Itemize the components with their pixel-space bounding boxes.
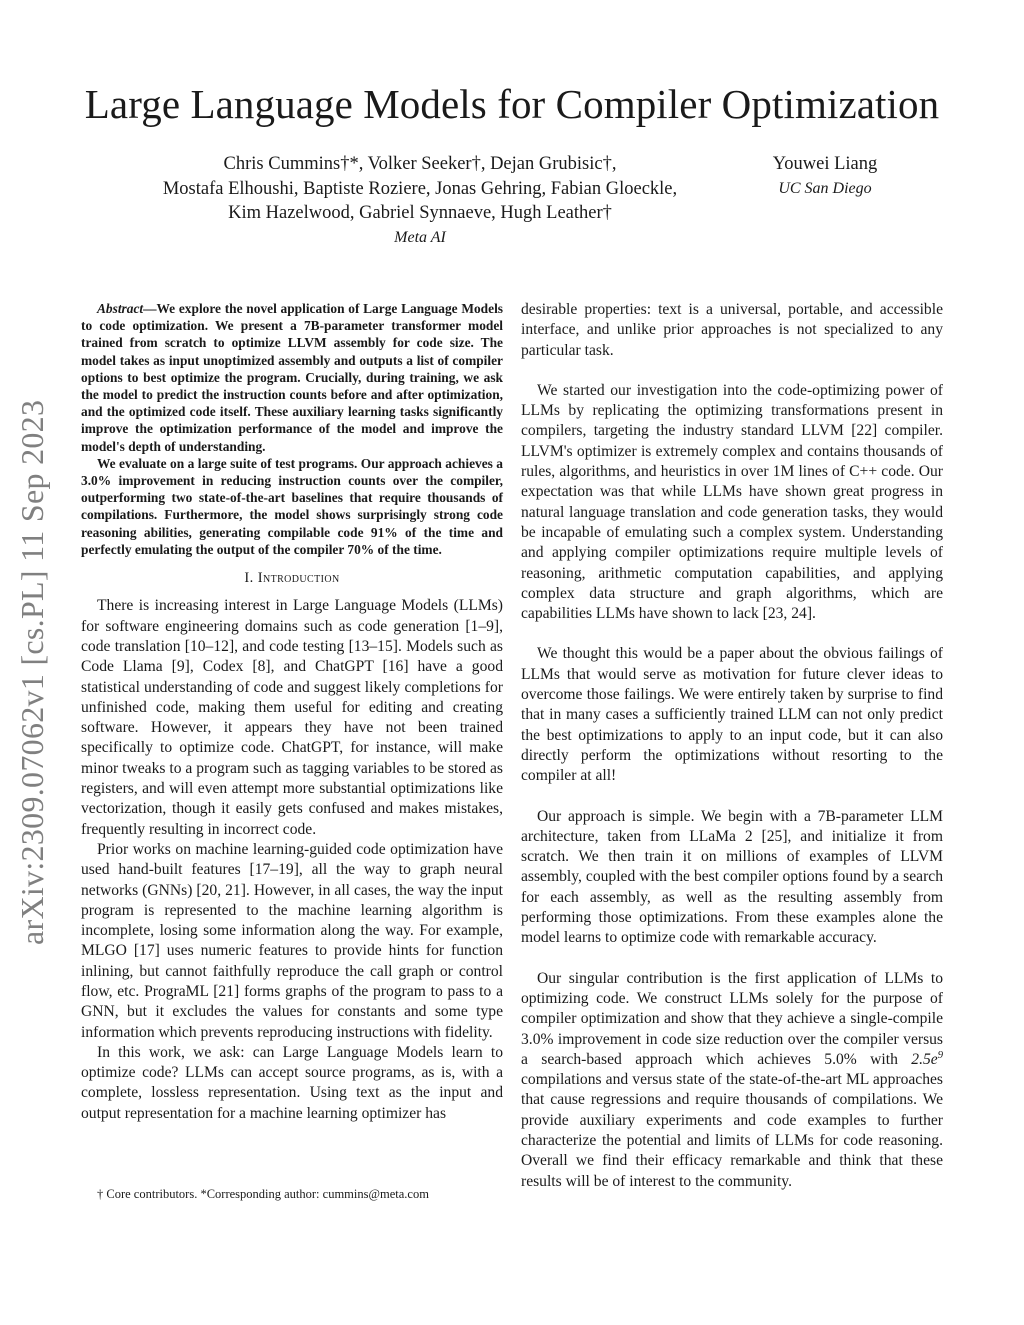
abstract-paragraph-2: We evaluate on a large suite of test programs. Our approach achieves a 3.0% improvement in reducing instruction counts over the compiler, outperforming two state-of-the-art baselines that require thousands of compilations. Furthermore, the model shows surprisingly strong code reasoning abilities, generating compilable code 91% of the time and perfectly emulating the output of the compiler 70% of the time.	[81, 455, 503, 557]
author-block-secondary	[725, 152, 925, 201]
author-line-1: Chris Cummins†*, Volker Seeker†, Dejan Grubisic†,	[223, 154, 617, 174]
math-base: 2.5e	[911, 1050, 938, 1068]
right-paragraph-1: desirable properties: text is a universal, portable, and accessible interface, and unlike prior approaches is not specialized to any particular task.	[521, 301, 943, 359]
author-block	[140, 152, 700, 250]
author-name-side: Youwei Liang	[772, 154, 878, 174]
right-paragraph-3: We thought this would be a paper about the obvious failings of LLMs that would serve as motivation for future clever ideas to overcome those failings. We were entirely taken by surprise to find that in many cases a sufficiently trained LLM can not only predict the best optimizations to apply to an input code, but it can also directly perform the optimizations without resorting to the compiler at all!	[521, 645, 943, 785]
author-line-3: Kim Hazelwood, Gabriel Synnaeve, Hugh Leather†	[228, 203, 612, 223]
left-column	[81, 300, 503, 1124]
math-expression	[911, 1051, 943, 1068]
right-paragraph-5-text-b: compilations and versus state of the state-of-the-art ML approaches that cause regressions and require thousands of compilations. We provide auxiliary experiments and code examples to further characterize the potential and limits of LLMs for code reasoning. Overall we find their efficacy remarkable and think that these results will be of interest to the community.	[521, 1071, 943, 1190]
right-paragraph-5	[521, 969, 943, 1192]
abstract-label: Abstract	[97, 301, 144, 316]
intro-paragraph-2: Prior works on machine learning-guided code optimization have used hand-built features [17–19], all the way to graph neural networks (GNNs) [20, 21]. However, in all cases, the way the input program is represented to the machine learning algorithm is incomplete, losing some information along the way. For example, MLGO [17] uses numeric features to provide hints for function inlining, but cannot faithfully reproduce the call graph or control flow, etc. PrograML [21] forms graphs of the program to pass to a GNN, but it excludes the values for constants and some type information which prevents reproducing instructions with fidelity.	[81, 840, 503, 1041]
section-number: I.	[244, 570, 254, 587]
footnote: † Core contributors. *Corresponding author: cummins@meta.com	[97, 1187, 429, 1201]
intro-paragraph-3: In this work, we ask: can Large Language Models learn to optimize code? LLMs can accept source programs, as is, with a complete, lossless representation. Using text as the input and output representation for a machine learning optimizer has	[81, 1043, 503, 1122]
paper-title: Large Language Models for Compiler Optimization	[84, 81, 940, 127]
right-paragraph-5-text-a: Our singular contribution is the first application of LLMs to optimizing code. We construct LLMs solely for the purpose of compiler optimization and show that they achieve a single-compile 3.0% improvement in code size reduction over the compiler versus a search-based approach which achieves 5.0% with	[521, 969, 943, 1068]
author-affiliation-side: UC San Diego	[778, 179, 872, 197]
author-affiliation: Meta AI	[394, 228, 446, 246]
right-paragraph-4: Our approach is simple. We begin with a 7B-parameter LLM architecture, taken from LLaMa 2 [25], and initialize it from scratch. We then train it on millions of examples of LLVM assembly, coupled with the best compiler options found by a search for each assembly, as well as the resulting assembly from performing those optimizations. From these examples alone the model learns to optimize code with remarkable accuracy.	[521, 807, 943, 947]
math-exponent: 9	[937, 1049, 943, 1061]
arxiv-identifier: arXiv:2309.07062v1 [cs.PL] 11 Sep 2023	[14, 399, 50, 945]
abstract	[81, 300, 503, 558]
abstract-paragraph-1	[81, 300, 503, 455]
right-column	[521, 300, 943, 1212]
intro-paragraph-1: There is increasing interest in Large Language Models (LLMs) for software engineering domains such as code generation [1–9], code translation [10–12], and code testing [13–15]. Models such as Code Llama [9], Codex [8], and ChatGPT [16] have a good statistical understanding of code and suggest likely completions for unfinished code, making them useful for editing and creating software. However, it appears they have not been trained specifically to optimize code. ChatGPT, for instance, will make minor tweaks to a program such as tagging variables to be stored as registers, and will even attempt more substantial optimizations like vectorization, though it easily gets confused and makes mistakes, frequently resulting in incorrect code.	[81, 597, 503, 838]
abstract-text-1: —We explore the novel application of Large Language Models to code optimization. We present a 7B-parameter transformer model trained from scratch to optimize LLVM assembly for code size. The model takes as input unoptimized assembly and outputs a list of compiler options to best optimize the program. Crucially, during training, we ask the model to predict the instruction counts before and after optimization, and the optimized code itself. These auxiliary learning tasks significantly improve the optimization performance of the model and improve the model's depth of understanding.	[81, 301, 503, 454]
author-line-2: Mostafa Elhoushi, Baptiste Roziere, Jonas Gehring, Fabian Gloeckle,	[162, 178, 678, 199]
right-paragraph-2: We started our investigation into the code-optimizing power of LLMs by replicating the optimizing transformations present in compilers, targeting the industry standard LLVM [22] compiler. LLVM's optimizer is extremely complex and contains thousands of rules, algorithms, and heuristics in over 1M lines of C++ code. Our expectation was that while LLMs have shown great progress in natural language translation and code generation tasks, they would be incapable of emulating such a complex system. Understanding and applying compiler optimizations require multiple levels of reasoning, arithmetic computation capabilities, and applying complex data structure and graph algorithms, which are capabilities LLMs have shown to lack [23, 24].	[521, 381, 943, 623]
section-title: Introduction	[257, 570, 340, 587]
section-heading-introduction	[81, 568, 503, 588]
